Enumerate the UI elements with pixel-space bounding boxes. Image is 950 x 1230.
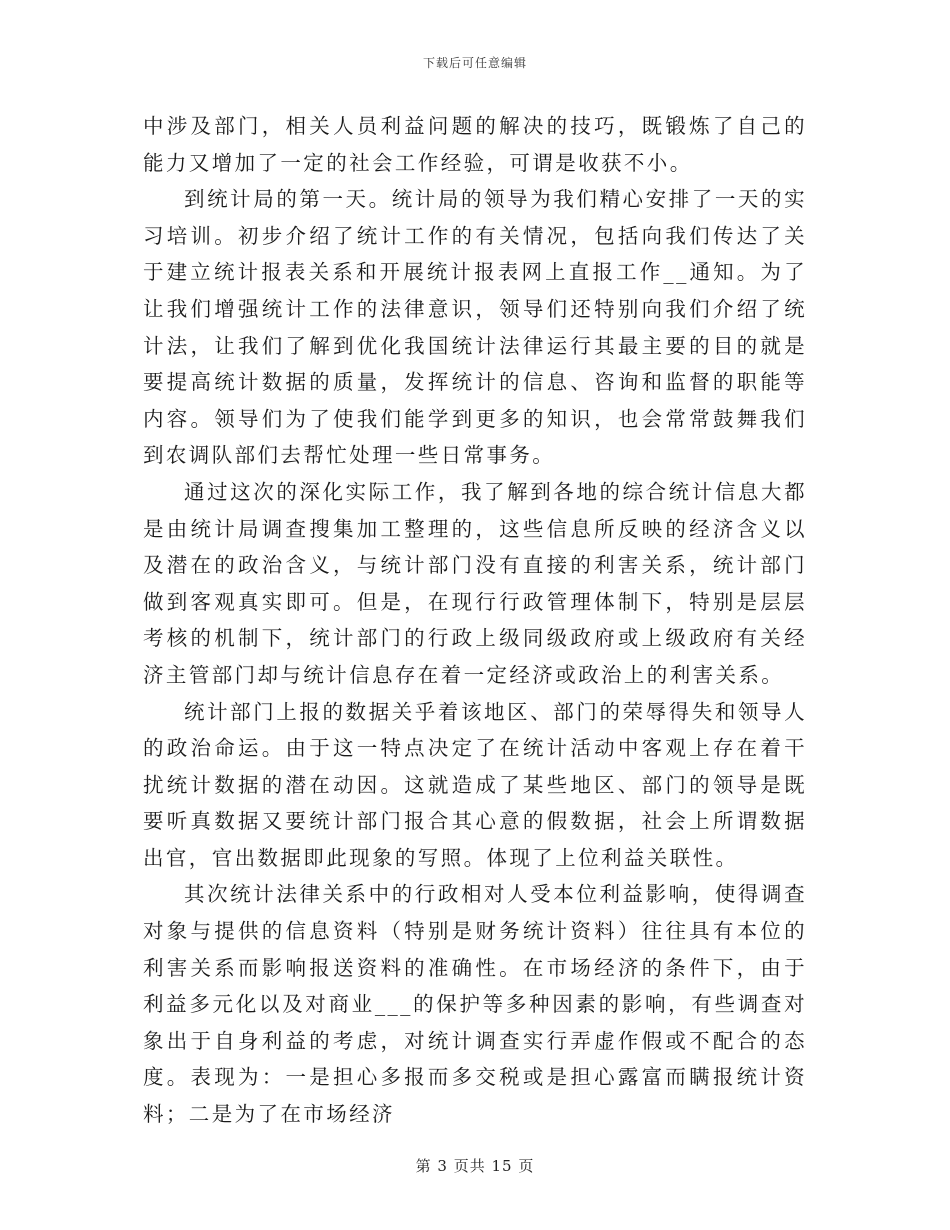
document-body [143,108,807,1133]
paragraph-practical-work: 通过这次的深化实际工作，我了解到各地的综合统计信息大都是由统计局调查搜集加工整理的，这些信息所反映的经济含义以及潜在的政治含义，与统计部门没有直接的利害关系，统计部门做到客观真实即可。但是，在现行行政管理体制下，特别是层层考核的机制下，统计部门的行政上级同级政府或上级政府有关经济主管部门却与统计信息存在着一定经济或政治上的利害关系。 [143,479,807,687]
paragraph-reported-data: 统计部门上报的数据关乎着该地区、部门的荣辱得失和领导人的政治命运。由于这一特点决定了在统计活动中客观上存在着干扰统计数据的潜在动因。这就造成了某些地区、部门的领导是既要听真数据又要统计部门报合其心意的假数据，社会上所谓数据出官，官出数据即此现象的写照。体现了上位利益关联性。 [143,699,807,870]
page-number: 第 3 页共 15 页 [415,1157,535,1175]
page-header: 下载后可任意编辑 [422,56,527,70]
paragraph-first-day: 到统计局的第一天。统计局的领导为我们精心安排了一天的实习培训。初步介绍了统计工作的有关情况，包括向我们传达了关于建立统计报表关系和开展统计报表网上直报工作__通知。为了让我们增强统计工作的法律意识，领导们还特别向我们介绍了统计法，让我们了解到优化我国统计法律运行其最主要的目的就是要提高统计数据的质量，发挥统计的信息、咨询和监督的职能等内容。领导们为了使我们能学到更多的知识，也会常常鼓舞我们到农调队部们去帮忙处理一些日常事务。 [143,187,807,468]
paragraph-continuation: 中涉及部门，相关人员利益问题的解决的技巧，既锻炼了自己的能力又增加了一定的社会工作经验，可谓是收获不小。 [143,114,807,175]
paragraph-secondly: 其次统计法律关系中的行政相对人受本位利益影响，使得调查对象与提供的信息资料（特别是财务统计资料）往往具有本位的利害关系而影响报送资料的准确性。在市场经济的条件下，由于利益多元化以及对商业___的保护等多种因素的影响，有些调查对象出于自身利益的考虑，对统计调查实行弄虚作假或不配合的态度。表现为：一是担心多报而多交税或是担心露富而瞒报统计资料；二是为了在市场经济 [143,882,807,1127]
